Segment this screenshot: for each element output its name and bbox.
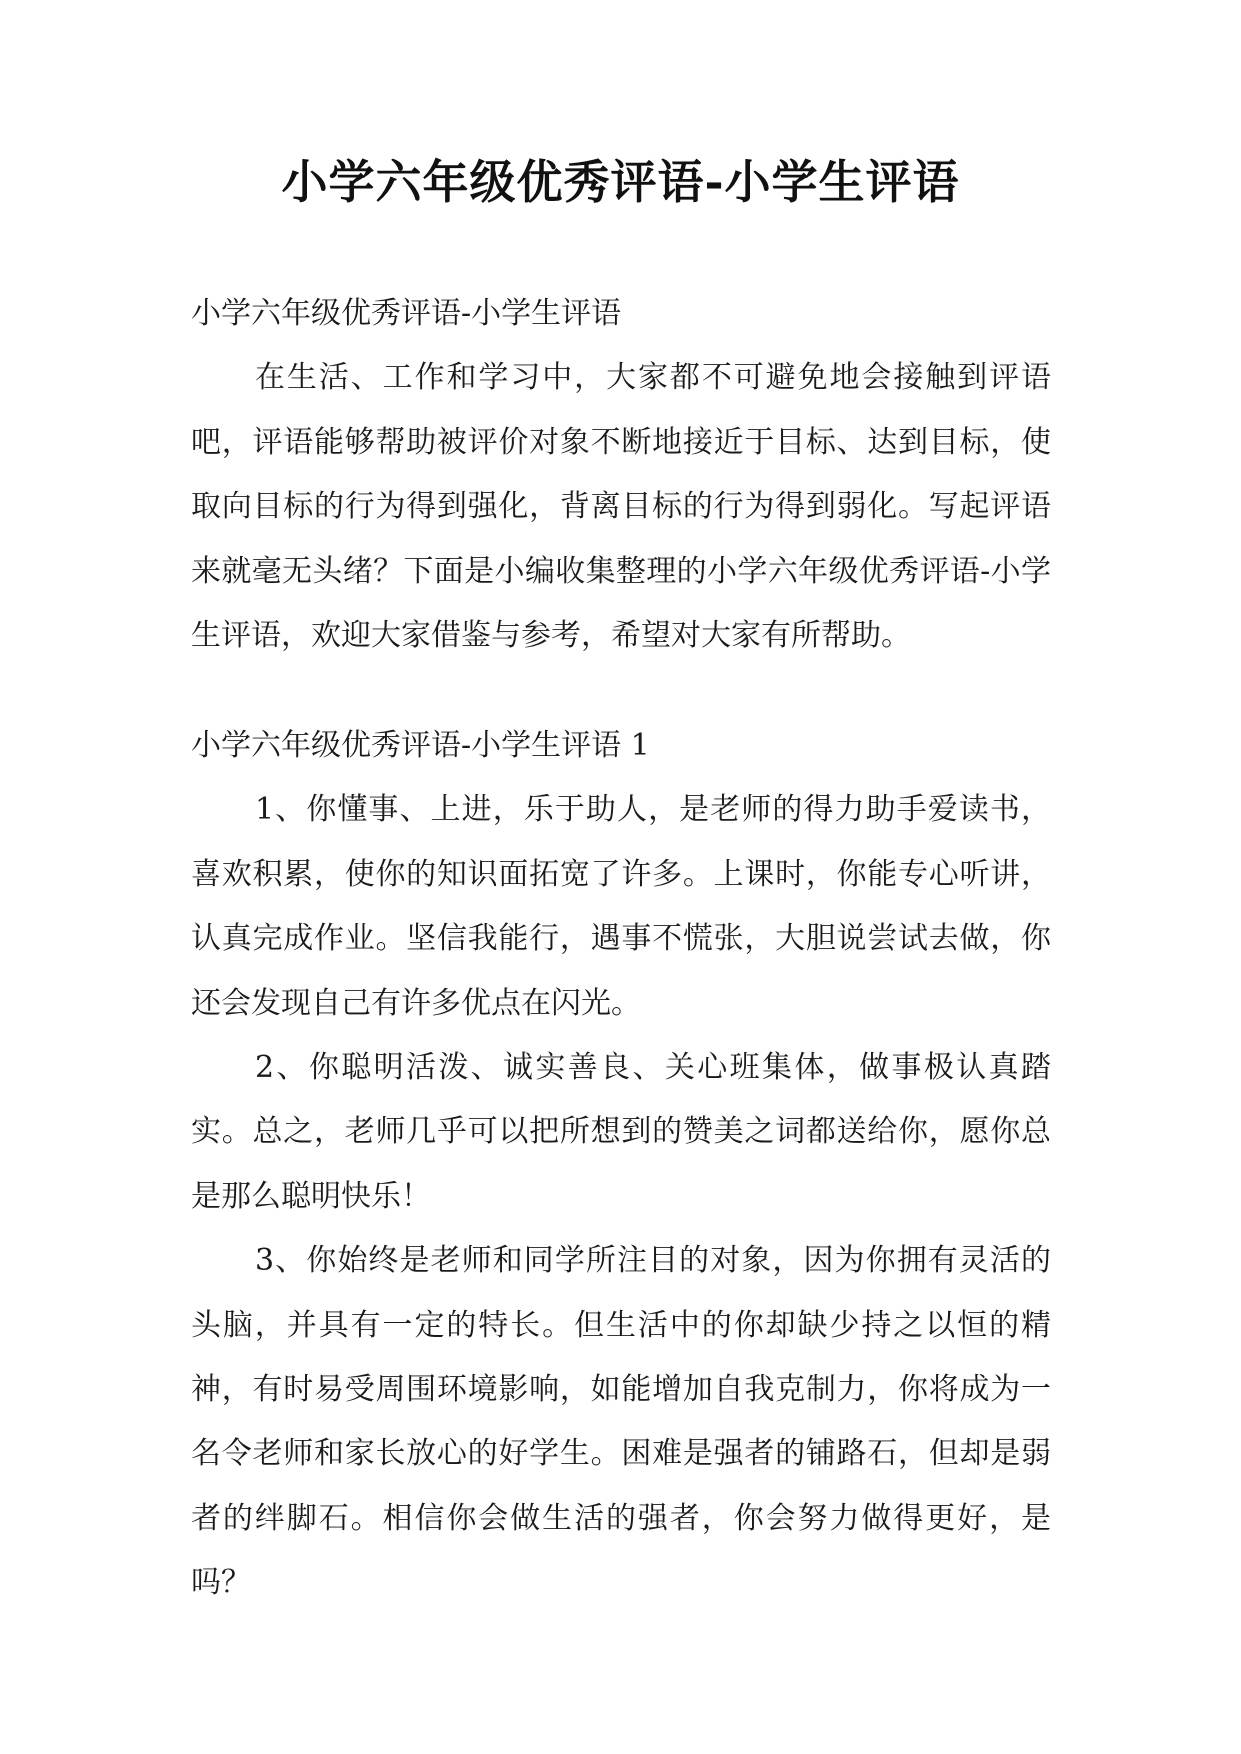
comment-item-1: 1、你懂事、上进，乐于助人，是老师的得力助手爱读书，喜欢积累，使你的知识面拓宽了许多。上课时，你能专心听讲，认真完成作业。坚信我能行，遇事不慌张，大胆说尝试去做，你还会发现自己有许多优点在闪光。	[191, 792, 1051, 1021]
intro-heading: 小学六年级优秀评语-小学生评语	[191, 296, 622, 331]
intro-paragraph: 在生活、工作和学习中，大家都不可避免地会接触到评语吧，评语能够帮助被评价对象不断地接近于目标、达到目标，使取向目标的行为得到强化，背离目标的行为得到弱化。写起评语来就毫无头绪？下面是小编收集整理的小学六年级优秀评语-小学生评语，欢迎大家借鉴与参考，希望对大家有所帮助。	[191, 360, 1051, 654]
document-title: 小学六年级优秀评语-小学生评语	[281, 155, 960, 209]
section-1	[191, 714, 1051, 1616]
comment-item-3: 3、你始终是老师和同学所注目的对象，因为你拥有灵活的头脑，并具有一定的特长。但生活中的你却缺少持之以恒的精神，有时易受周围环境影响，如能增加自我克制力，你将成为一名令老师和家长放心的好学生。困难是强者的铺路石，但却是弱者的绊脚石。相信你会做生活的强者，你会努力做得更好，是吗？	[191, 1243, 1051, 1601]
intro-block	[191, 282, 1051, 668]
section-heading: 小学六年级优秀评语-小学生评语 1	[191, 728, 650, 763]
comment-item-2: 2、你聪明活泼、诚实善良、关心班集体，做事极认真踏实。总之，老师几乎可以把所想到的赞美之词都送给你，愿你总是那么聪明快乐！	[191, 1050, 1051, 1214]
